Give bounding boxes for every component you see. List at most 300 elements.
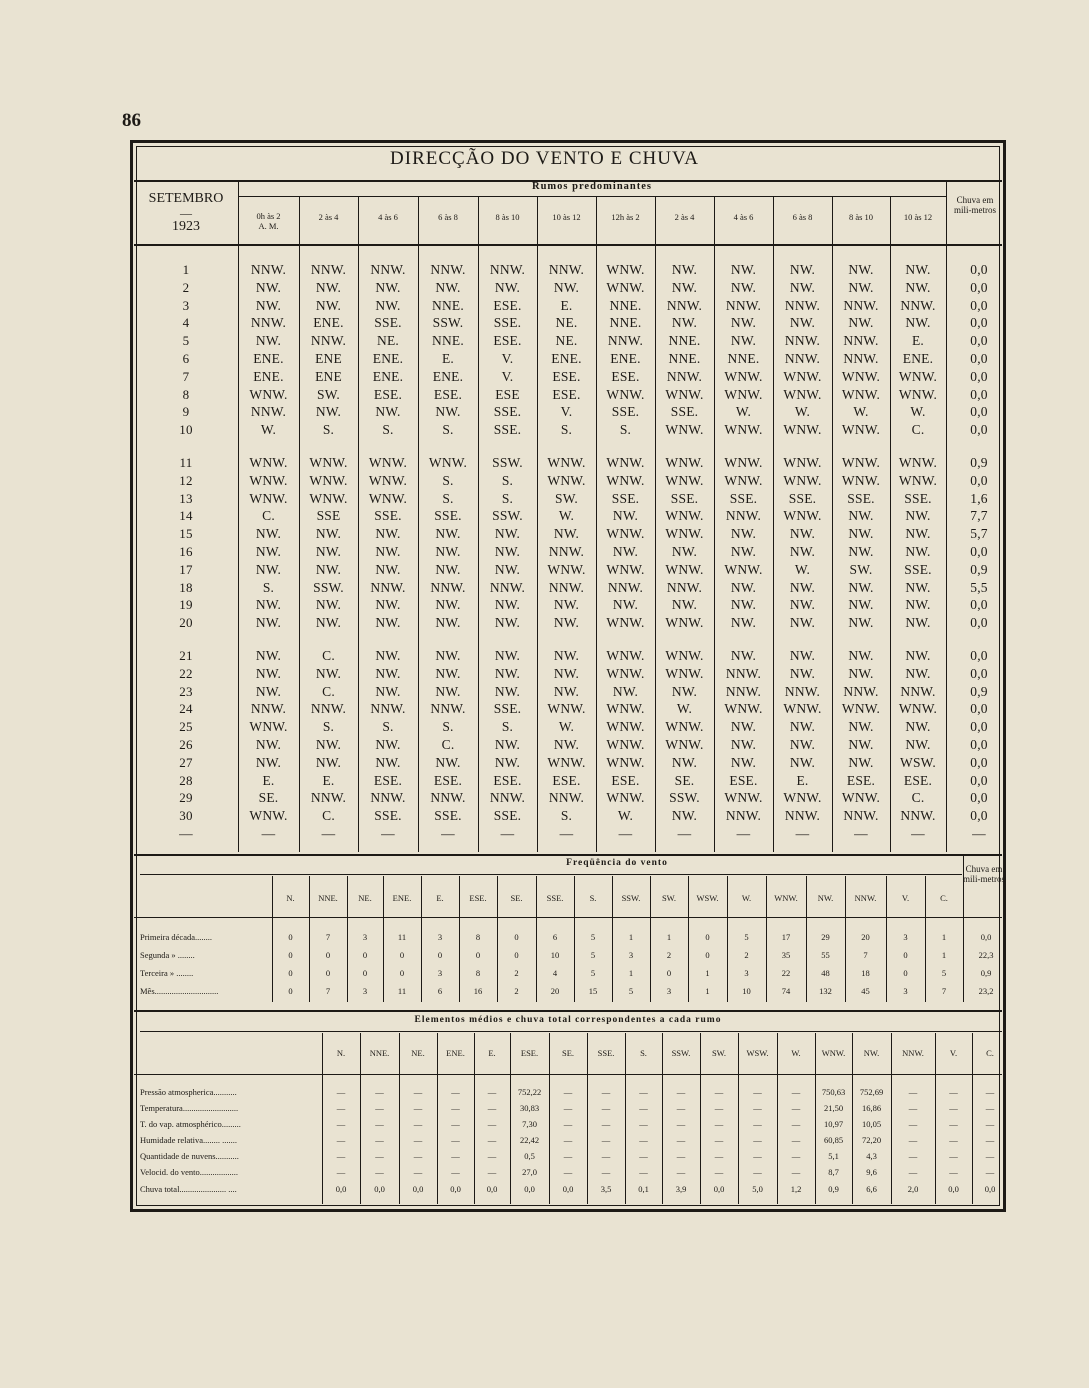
- wind-direction: C.: [262, 508, 275, 524]
- frequency-value: 0: [705, 932, 710, 942]
- frequency-value: 0: [903, 968, 908, 978]
- wind-direction: NW.: [375, 297, 401, 313]
- wind-direction: SSE.: [374, 508, 402, 524]
- elements-row-label: Humidade relativa........ .......: [140, 1135, 238, 1145]
- wind-direction: WNW.: [898, 472, 938, 488]
- wind-direction: NW.: [848, 597, 874, 613]
- wind-direction: NW.: [494, 683, 521, 699]
- elements-column-header: S.: [640, 1048, 647, 1058]
- elements-value: 0,0: [948, 1184, 959, 1194]
- elements-value: —: [336, 1135, 346, 1145]
- day-number: 15: [179, 526, 193, 542]
- wind-direction: NW.: [671, 262, 698, 277]
- elements-value: —: [563, 1103, 573, 1113]
- wind-direction: NW.: [375, 561, 401, 577]
- wind-direction: ENE.: [610, 351, 641, 366]
- frequency-column-header: NW.: [817, 893, 834, 903]
- wind-direction: S.: [501, 719, 514, 735]
- elements-value: 21,50: [823, 1103, 844, 1113]
- day-number: 12: [179, 472, 193, 488]
- wind-direction: NW.: [789, 754, 816, 770]
- rain-value: 0,0: [970, 279, 988, 295]
- column-rule: [946, 196, 947, 852]
- elements-value: —: [985, 1151, 995, 1161]
- rain-value: 5,5: [970, 579, 988, 595]
- elements-value: 72,20: [861, 1135, 882, 1145]
- elements-value: —: [676, 1151, 686, 1161]
- frequency-column-header: WSW.: [696, 893, 719, 903]
- elements-value: —: [714, 1167, 724, 1177]
- frequency-column-header: WNW.: [774, 893, 798, 903]
- wind-direction: WNW.: [783, 386, 822, 402]
- wind-direction: V.: [560, 404, 573, 420]
- wind-direction: NW.: [553, 648, 580, 663]
- frequency-rain-value: 0,0: [980, 932, 992, 942]
- wind-direction: WNW.: [783, 701, 822, 717]
- frequency-value: 2: [666, 950, 672, 960]
- elements-row-label: Quantidade de nuvens...........: [140, 1151, 239, 1161]
- wind-direction: WNW.: [249, 386, 288, 402]
- day-number: 11: [179, 455, 193, 470]
- wind-direction: NW.: [905, 719, 931, 735]
- wind-direction: WNW.: [665, 508, 704, 524]
- dash-cell: —: [795, 826, 810, 841]
- day-number: 1: [182, 262, 190, 277]
- frequency-value: 132: [819, 986, 832, 996]
- wind-direction: NNW.: [548, 544, 585, 559]
- frequency-value: 0: [362, 968, 368, 978]
- elements-value: —: [563, 1167, 573, 1177]
- day-number: 25: [179, 719, 193, 735]
- elements-value: —: [676, 1119, 686, 1129]
- wind-direction: E.: [441, 351, 455, 366]
- elements-value: 7,30: [522, 1119, 537, 1129]
- wind-direction: WNW.: [665, 422, 704, 438]
- rain-value: 0,0: [970, 333, 988, 349]
- wind-direction: WNW.: [841, 790, 881, 806]
- wind-direction: WNW.: [547, 455, 586, 470]
- elements-heading: Elementos médios e chuva total correspondentes a cada rumo: [414, 1015, 722, 1025]
- frequency-value: 5: [628, 986, 634, 996]
- day-number: 9: [182, 404, 190, 420]
- rain-value: 0,0: [970, 368, 988, 384]
- elements-value: —: [791, 1135, 801, 1145]
- wind-direction: NNW.: [370, 579, 406, 595]
- elements-value: —: [601, 1135, 611, 1145]
- dash-cell: —: [972, 826, 986, 841]
- wind-direction: NW.: [905, 597, 931, 613]
- wind-direction: NW.: [730, 648, 757, 663]
- frequency-value: 3: [744, 968, 749, 978]
- wind-direction: NW.: [553, 597, 580, 613]
- wind-direction: S.: [619, 422, 632, 438]
- elements-value: —: [601, 1151, 611, 1161]
- wind-direction: NW.: [255, 333, 282, 349]
- wind-direction: WNW.: [898, 368, 938, 384]
- wind-direction: WNW.: [368, 472, 408, 488]
- elements-value: —: [451, 1087, 460, 1097]
- frequency-value: 7: [941, 986, 947, 996]
- elements-value: —: [949, 1119, 958, 1129]
- frequency-value: 5: [744, 932, 749, 942]
- frequency-value: 0: [288, 968, 293, 978]
- wind-direction: WNW.: [309, 472, 348, 488]
- elements-value: —: [753, 1167, 762, 1177]
- wind-direction: ESE.: [433, 386, 463, 402]
- rain-value: 0,0: [970, 648, 988, 663]
- frequency-value: 0: [362, 950, 368, 960]
- wind-direction: NW.: [848, 544, 874, 559]
- wind-direction: NNW.: [843, 808, 879, 824]
- wind-direction: NW.: [730, 333, 757, 349]
- wind-direction: NW.: [553, 615, 580, 631]
- wind-direction: NW.: [255, 665, 282, 681]
- wind-direction: NW.: [848, 279, 874, 295]
- wind-direction: NW.: [848, 508, 874, 524]
- frequency-column-header: C.: [940, 893, 948, 903]
- elements-value: 10,97: [823, 1119, 844, 1129]
- frequency-column-header: W.: [741, 893, 752, 903]
- wind-direction: NNW.: [666, 579, 703, 595]
- wind-direction: NNW.: [607, 333, 644, 349]
- day-number: 29: [179, 790, 193, 806]
- dash-cell: —: [618, 826, 633, 841]
- wind-direction: NW.: [848, 315, 874, 331]
- wind-direction: NW.: [315, 526, 342, 542]
- frequency-value: 3: [903, 986, 908, 996]
- header-bottom-rule: [134, 244, 1002, 246]
- wind-direction: NW.: [375, 404, 401, 420]
- wind-direction: NW.: [789, 526, 816, 542]
- elements-column-header: W.: [791, 1048, 801, 1058]
- wind-direction: NW.: [494, 615, 521, 631]
- month-label: SETEMBRO: [148, 191, 224, 206]
- wind-direction: WNW.: [783, 455, 822, 470]
- wind-direction: S.: [442, 719, 454, 735]
- frequency-value: 1: [705, 968, 710, 978]
- elements-value: —: [413, 1167, 423, 1177]
- elements-column-header: NE.: [411, 1048, 425, 1058]
- wind-direction: WNW.: [606, 561, 645, 577]
- page-number: 86: [122, 110, 141, 131]
- wind-direction: WNW.: [665, 455, 704, 470]
- wind-direction: SSE.: [493, 701, 522, 717]
- wind-direction: SSE.: [493, 404, 522, 420]
- wind-direction: WNW.: [724, 386, 763, 402]
- frequency-value: 0: [325, 950, 331, 960]
- elements-value: —: [714, 1151, 724, 1161]
- wind-direction: NW.: [905, 579, 931, 595]
- wind-direction: C.: [322, 683, 335, 699]
- elements-value: —: [336, 1103, 346, 1113]
- wind-direction: WNW.: [841, 368, 881, 384]
- wind-direction: ENE.: [372, 368, 404, 384]
- wind-direction: WNW.: [783, 422, 822, 438]
- elements-value: —: [985, 1135, 995, 1145]
- wind-direction: WNW.: [606, 790, 645, 806]
- wind-direction: NNW.: [666, 297, 703, 313]
- wind-direction: NNW.: [310, 333, 347, 349]
- rain-value: 0,0: [970, 754, 988, 770]
- rain-heading-2: Chuva em mili-metros: [963, 864, 1005, 884]
- frequency-underline: [140, 874, 962, 875]
- wind-direction: NNW.: [250, 404, 287, 420]
- wind-direction: WNW.: [606, 648, 645, 663]
- wind-direction: SW.: [317, 386, 340, 402]
- wind-direction: WNW.: [783, 368, 822, 384]
- column-header-3: 4 às 6: [378, 212, 398, 222]
- elements-column-header: SSW.: [671, 1048, 691, 1058]
- elements-value: —: [676, 1087, 686, 1097]
- wind-direction: NW.: [905, 315, 931, 331]
- elements-column-header: ENE.: [446, 1048, 465, 1058]
- rain-value: 0,9: [970, 455, 988, 470]
- dash-cell: —: [321, 826, 336, 841]
- wind-direction: WNW.: [309, 455, 348, 470]
- wind-direction: NW.: [375, 665, 401, 681]
- wind-direction: NNW.: [310, 790, 347, 806]
- day-number: 2: [182, 279, 190, 295]
- wind-direction: NNW.: [607, 579, 644, 595]
- elements-value: —: [908, 1151, 918, 1161]
- wind-direction: NW.: [315, 754, 342, 770]
- column-rule: [238, 180, 239, 196]
- wind-direction: E.: [796, 772, 809, 788]
- day-number: 5: [182, 333, 190, 349]
- rain-value: 0,0: [970, 719, 988, 735]
- wind-direction: WNW.: [841, 455, 881, 470]
- elements-value: —: [639, 1119, 648, 1129]
- wind-direction: NW.: [375, 754, 401, 770]
- wind-direction: SSE.: [904, 490, 932, 506]
- elements-value: 0,0: [713, 1184, 725, 1194]
- elements-row-label: T. do vap. atmosphérico.........: [140, 1119, 241, 1129]
- wind-direction: NW.: [435, 683, 461, 699]
- wind-direction: NW.: [789, 648, 816, 663]
- frequency-value: 35: [781, 950, 791, 960]
- elements-value: —: [714, 1103, 724, 1113]
- wind-direction: NW.: [905, 665, 931, 681]
- frequency-value: 7: [325, 932, 331, 942]
- frequency-column-header: N.: [286, 893, 295, 903]
- wind-direction: NW.: [494, 561, 521, 577]
- wind-direction: NNW.: [489, 790, 526, 806]
- wind-direction: ENE.: [902, 351, 934, 366]
- frequency-value: 2: [514, 986, 519, 996]
- wind-direction: SSE.: [611, 404, 640, 420]
- rain-value: 0,0: [970, 351, 988, 366]
- wind-direction: ESE.: [493, 772, 522, 788]
- wind-direction: NW.: [435, 597, 461, 613]
- day-number: 6: [182, 351, 190, 366]
- elements-value: —: [563, 1087, 573, 1097]
- wind-direction: ESE.: [373, 772, 403, 788]
- rain-value: 0,0: [970, 262, 988, 277]
- wind-direction: WNW.: [724, 422, 763, 438]
- dash-cell: —: [441, 826, 455, 841]
- elements-value: —: [451, 1135, 460, 1145]
- wind-direction: NW.: [435, 279, 461, 295]
- dash-cell: —: [911, 826, 925, 841]
- rain-value: 0,0: [970, 315, 988, 331]
- wind-direction: NW.: [494, 544, 521, 559]
- elements-value: —: [639, 1135, 648, 1145]
- frequency-value: 3: [437, 968, 443, 978]
- elements-value: —: [375, 1151, 384, 1161]
- wind-direction: C.: [911, 790, 925, 806]
- wind-direction: NW.: [730, 579, 757, 595]
- wind-direction: ESE.: [846, 772, 876, 788]
- frequency-value: 1: [628, 932, 634, 942]
- elements-value: —: [676, 1167, 686, 1177]
- wind-direction: NW.: [789, 719, 816, 735]
- frequency-value: 0: [288, 932, 293, 942]
- wind-direction: NW.: [315, 597, 342, 613]
- elements-value: —: [451, 1167, 460, 1177]
- elements-value: 0,0: [335, 1184, 347, 1194]
- wind-direction: NE.: [555, 315, 578, 331]
- elements-value: —: [563, 1151, 573, 1161]
- wind-direction: NNW.: [548, 790, 585, 806]
- rain-value: 0,0: [970, 386, 988, 402]
- rain-value: 0,9: [970, 561, 988, 577]
- elements-value: 4,3: [866, 1151, 877, 1161]
- wind-direction: NW.: [789, 737, 816, 752]
- wind-direction: NW.: [789, 544, 816, 559]
- frequency-value: 0: [514, 932, 519, 942]
- elements-value: 0,0: [450, 1184, 461, 1194]
- wind-direction: NW.: [905, 615, 931, 631]
- elements-column-header: ESE.: [520, 1048, 539, 1058]
- elements-row-label: Velocid. do vento..................: [140, 1167, 238, 1177]
- wind-direction: NNW.: [370, 790, 406, 806]
- wind-direction: SSE.: [434, 508, 462, 524]
- rain-value: 0,0: [970, 808, 988, 824]
- elements-underline: [140, 1031, 1002, 1032]
- frequency-value: 3: [666, 986, 672, 996]
- wind-direction: WNW.: [606, 279, 645, 295]
- day-number: 14: [179, 508, 193, 524]
- dash-cell: —: [179, 826, 193, 841]
- dash-cell: —: [500, 826, 515, 841]
- wind-direction: SSE.: [374, 315, 402, 331]
- wind-direction: NW.: [255, 279, 282, 295]
- wind-direction: NW.: [671, 754, 698, 770]
- wind-direction: NNW.: [725, 297, 762, 313]
- frequency-column-header: ESE.: [469, 893, 487, 903]
- wind-direction: WNW.: [547, 561, 586, 577]
- wind-direction: S.: [382, 422, 394, 438]
- wind-direction: ESE.: [433, 772, 463, 788]
- elements-column-header: NW.: [863, 1048, 880, 1058]
- column-header-11: 8 às 10: [848, 212, 874, 222]
- column-header-7: 12h às 2: [611, 212, 640, 222]
- wind-direction: SSE.: [670, 490, 699, 506]
- frequency-value: 48: [821, 968, 830, 978]
- elements-value: 752,69: [859, 1087, 884, 1097]
- elements-value: —: [753, 1151, 762, 1161]
- frequency-value: 74: [781, 986, 791, 996]
- month-dash: —: [180, 206, 192, 220]
- wind-direction: NW.: [375, 597, 401, 613]
- wind-direction: NW.: [435, 648, 461, 663]
- wind-direction: NNW.: [250, 701, 287, 717]
- column-header-4: 6 às 8: [438, 212, 458, 222]
- frequency-value: 55: [821, 950, 830, 960]
- day-number: 22: [179, 665, 193, 681]
- wind-direction: W.: [260, 422, 277, 438]
- elements-value: —: [676, 1103, 686, 1113]
- wind-direction: NW.: [375, 544, 401, 559]
- wind-direction: SE.: [674, 772, 695, 788]
- wind-direction: NW.: [494, 648, 521, 663]
- elements-value: 1,2: [790, 1184, 802, 1194]
- elements-value: 6,6: [866, 1184, 877, 1194]
- frequency-column-header: NNE.: [318, 893, 338, 903]
- year-label: 1923: [172, 219, 200, 234]
- wind-direction: W.: [794, 404, 811, 420]
- wind-direction: WNW.: [898, 701, 938, 717]
- wind-direction: SSW.: [313, 579, 344, 595]
- column-header-9: 4 às 6: [733, 212, 754, 222]
- frequency-value: 3: [362, 932, 368, 942]
- wind-direction: NW.: [848, 615, 874, 631]
- wind-direction: NNW.: [843, 351, 879, 366]
- wind-direction: E.: [911, 333, 925, 349]
- day-number: 21: [179, 648, 193, 663]
- wind-direction: WNW.: [841, 701, 881, 717]
- rain-value: 0,0: [970, 472, 988, 488]
- wind-direction: SSE.: [493, 315, 522, 331]
- wind-direction: NW.: [671, 279, 698, 295]
- wind-direction: NW.: [494, 737, 521, 752]
- wind-direction: NW.: [730, 315, 757, 331]
- wind-direction: W.: [617, 808, 634, 824]
- elements-value: 2,0: [907, 1184, 919, 1194]
- wind-direction: SSW.: [669, 790, 700, 806]
- frequency-value: 3: [362, 986, 368, 996]
- wind-direction: WNW.: [606, 701, 645, 717]
- frequency-rain-value: 0,9: [980, 968, 992, 978]
- wind-direction: WNW.: [665, 472, 704, 488]
- wind-direction: WNW.: [665, 386, 704, 402]
- frequency-value: 3: [628, 950, 634, 960]
- wind-direction: S.: [501, 490, 514, 506]
- wind-direction: NNW.: [430, 579, 466, 595]
- wind-direction: ESE.: [373, 386, 403, 402]
- wind-direction: WNW.: [783, 508, 822, 524]
- wind-direction: NW.: [789, 665, 816, 681]
- wind-direction: NW.: [255, 526, 282, 542]
- wind-direction: NNW.: [370, 262, 406, 277]
- frequency-row-label: Segunda » ........: [140, 950, 195, 960]
- wind-direction: SSE.: [847, 490, 875, 506]
- wind-direction: ENE: [315, 368, 342, 384]
- column-header-5: 8 às 10: [495, 212, 520, 222]
- wind-direction: ENE.: [551, 351, 582, 366]
- frequency-column-header: S.: [589, 893, 597, 903]
- elements-value: —: [487, 1135, 497, 1145]
- column-header-2: 2 às 4: [318, 212, 339, 222]
- wind-direction: NW.: [375, 648, 401, 663]
- wind-direction: WNW.: [606, 386, 645, 402]
- wind-direction: NW.: [315, 737, 342, 752]
- wind-direction: C.: [322, 808, 335, 824]
- frequency-value: 0: [288, 950, 293, 960]
- wind-direction: WNW.: [606, 455, 645, 470]
- wind-direction: S.: [560, 808, 573, 824]
- wind-direction: NW.: [553, 683, 580, 699]
